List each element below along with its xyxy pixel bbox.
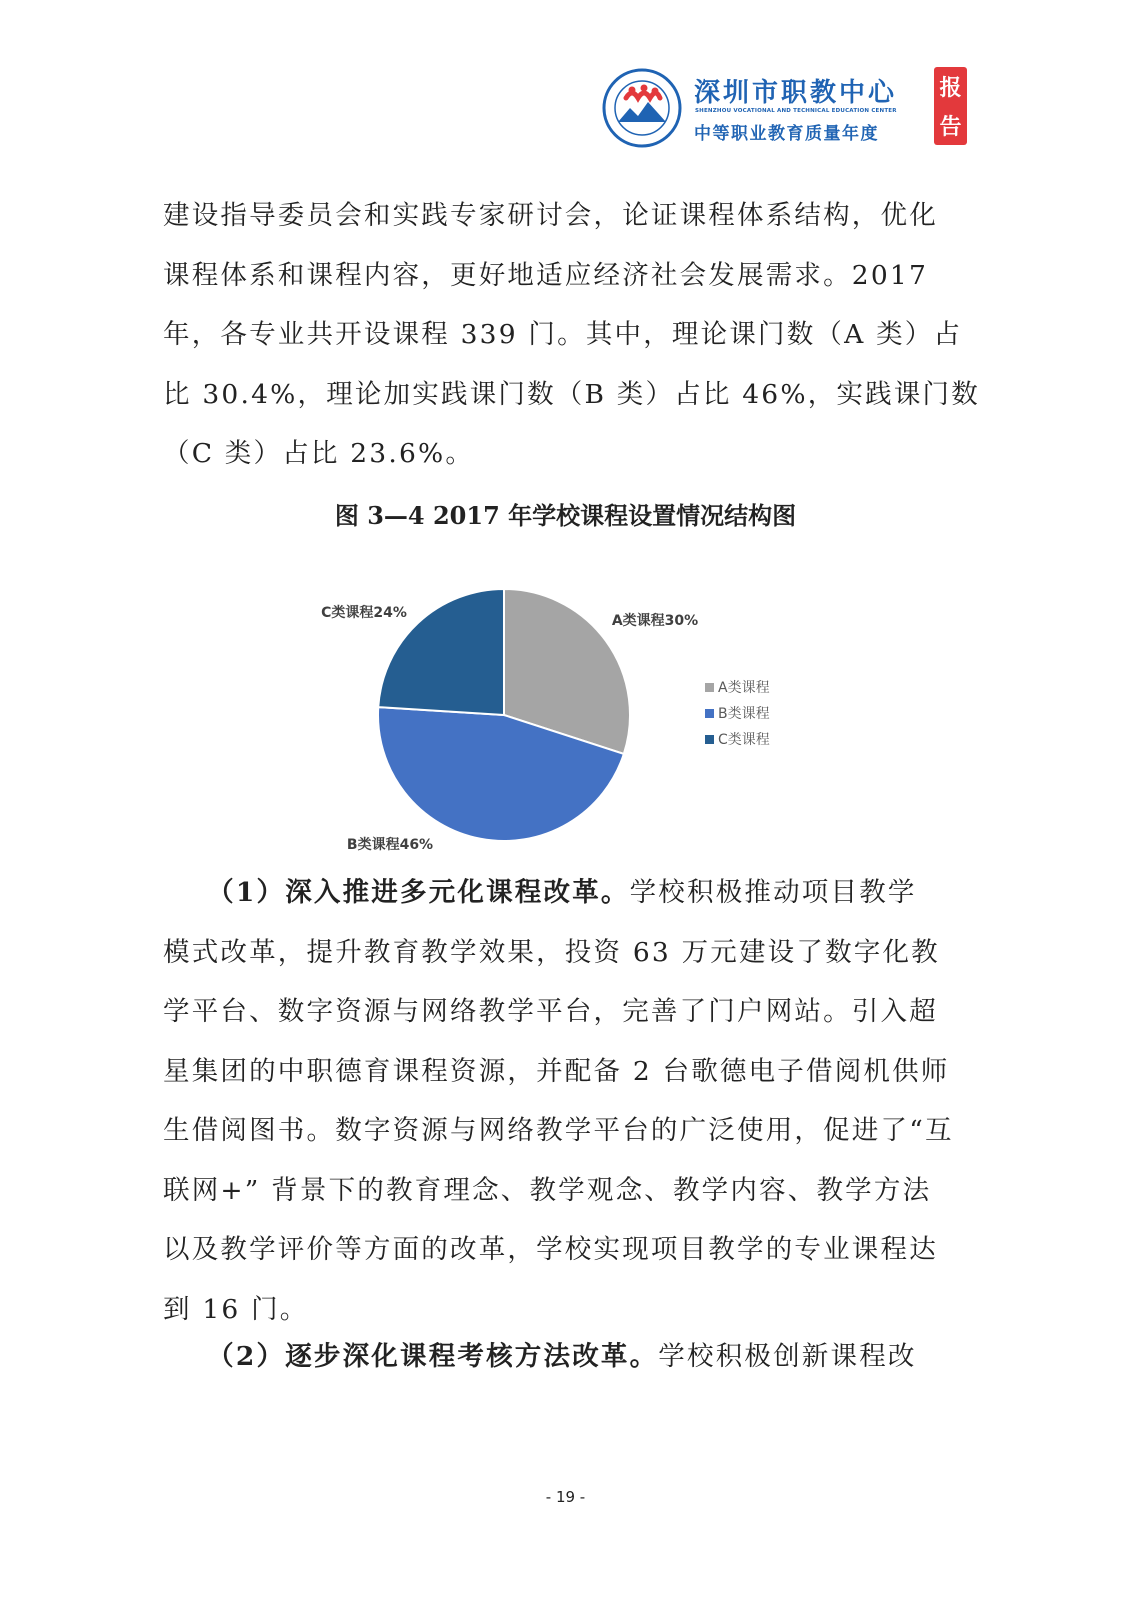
header-subtitle: 中等职业教育质量年度 <box>694 124 879 144</box>
intro-line: 比 30.4%，理论加实践课门数（B 类）占比 46%，实践课门数 <box>163 378 980 410</box>
section1-line: 学校积极推动项目教学 <box>629 877 917 908</box>
intro-paragraph <box>163 186 980 484</box>
section1-first-line <box>163 863 971 923</box>
legend-swatch <box>705 735 714 744</box>
section1-line: 模式改革，提升教育教学效果，投资 63 万元建设了数字化教 <box>163 936 940 968</box>
section2-paragraph <box>163 1327 971 1387</box>
section2-heading: （2）逐步深化课程考核方法改革。 <box>220 1341 659 1372</box>
section1-line: 学平台、数字资源与网络教学平台，完善了门户网站。引入超 <box>163 996 938 1027</box>
legend-entry: B类课程 <box>718 706 770 722</box>
section1-paragraph <box>163 863 971 1339</box>
header-org-name: 深圳市职教中心 <box>694 78 898 108</box>
legend-entry: A类课程 <box>718 680 770 696</box>
intro-line: 年，各专业共开设课程 339 门。其中，理论课门数（A 类）占 <box>163 319 963 350</box>
legend-swatch <box>705 683 714 692</box>
section1-line: 星集团的中职德育课程资源，并配备 2 台歌德电子借阅机供师 <box>163 1055 950 1087</box>
report-tag <box>934 67 967 145</box>
intro-line: 课程体系和课程内容，更好地适应经济社会发展需求。2017 <box>163 259 929 291</box>
data-label-a: A类课程30% <box>611 613 699 629</box>
section1-line: 联网+” 背景下的教育理念、教学观念、教学内容、教学方法 <box>163 1174 932 1206</box>
section1-line: 生借阅图书。数字资源与网络教学平台的广泛使用，促进了“互 <box>163 1115 954 1146</box>
section2-line: 学校积极创新课程改 <box>658 1341 917 1372</box>
course-structure-pie-chart <box>300 575 820 875</box>
data-label-b: B类课程46% <box>346 837 434 853</box>
header-org-name-en: SHENZHOU VOCATIONAL AND TECHNICAL EDUCATION CENTER <box>695 108 897 114</box>
section1-line: 以及教学评价等方面的改革，学校实现项目教学的专业课程达 <box>163 1234 938 1265</box>
org-logo <box>602 68 682 148</box>
section2-first-line <box>163 1327 971 1387</box>
section1-heading: （1）深入推进多元化课程改革。 <box>220 877 630 908</box>
intro-line: 建设指导委员会和实践专家研讨会，论证课程体系结构，优化 <box>163 200 938 231</box>
legend-swatch <box>705 709 714 718</box>
data-label-c: C类课程24% <box>321 605 407 621</box>
legend-entry: C类课程 <box>718 732 770 748</box>
figure-title: 图 3—4 2017 年学校课程设置情况结构图 <box>334 501 797 530</box>
report-header <box>602 62 972 152</box>
page-number: - 19 - <box>545 1488 586 1506</box>
report-tag-top: 报 <box>939 76 962 101</box>
intro-line: （C 类）占比 23.6%。 <box>163 438 475 469</box>
report-tag-bottom: 告 <box>939 115 962 140</box>
section1-line: 到 16 门。 <box>163 1293 309 1325</box>
